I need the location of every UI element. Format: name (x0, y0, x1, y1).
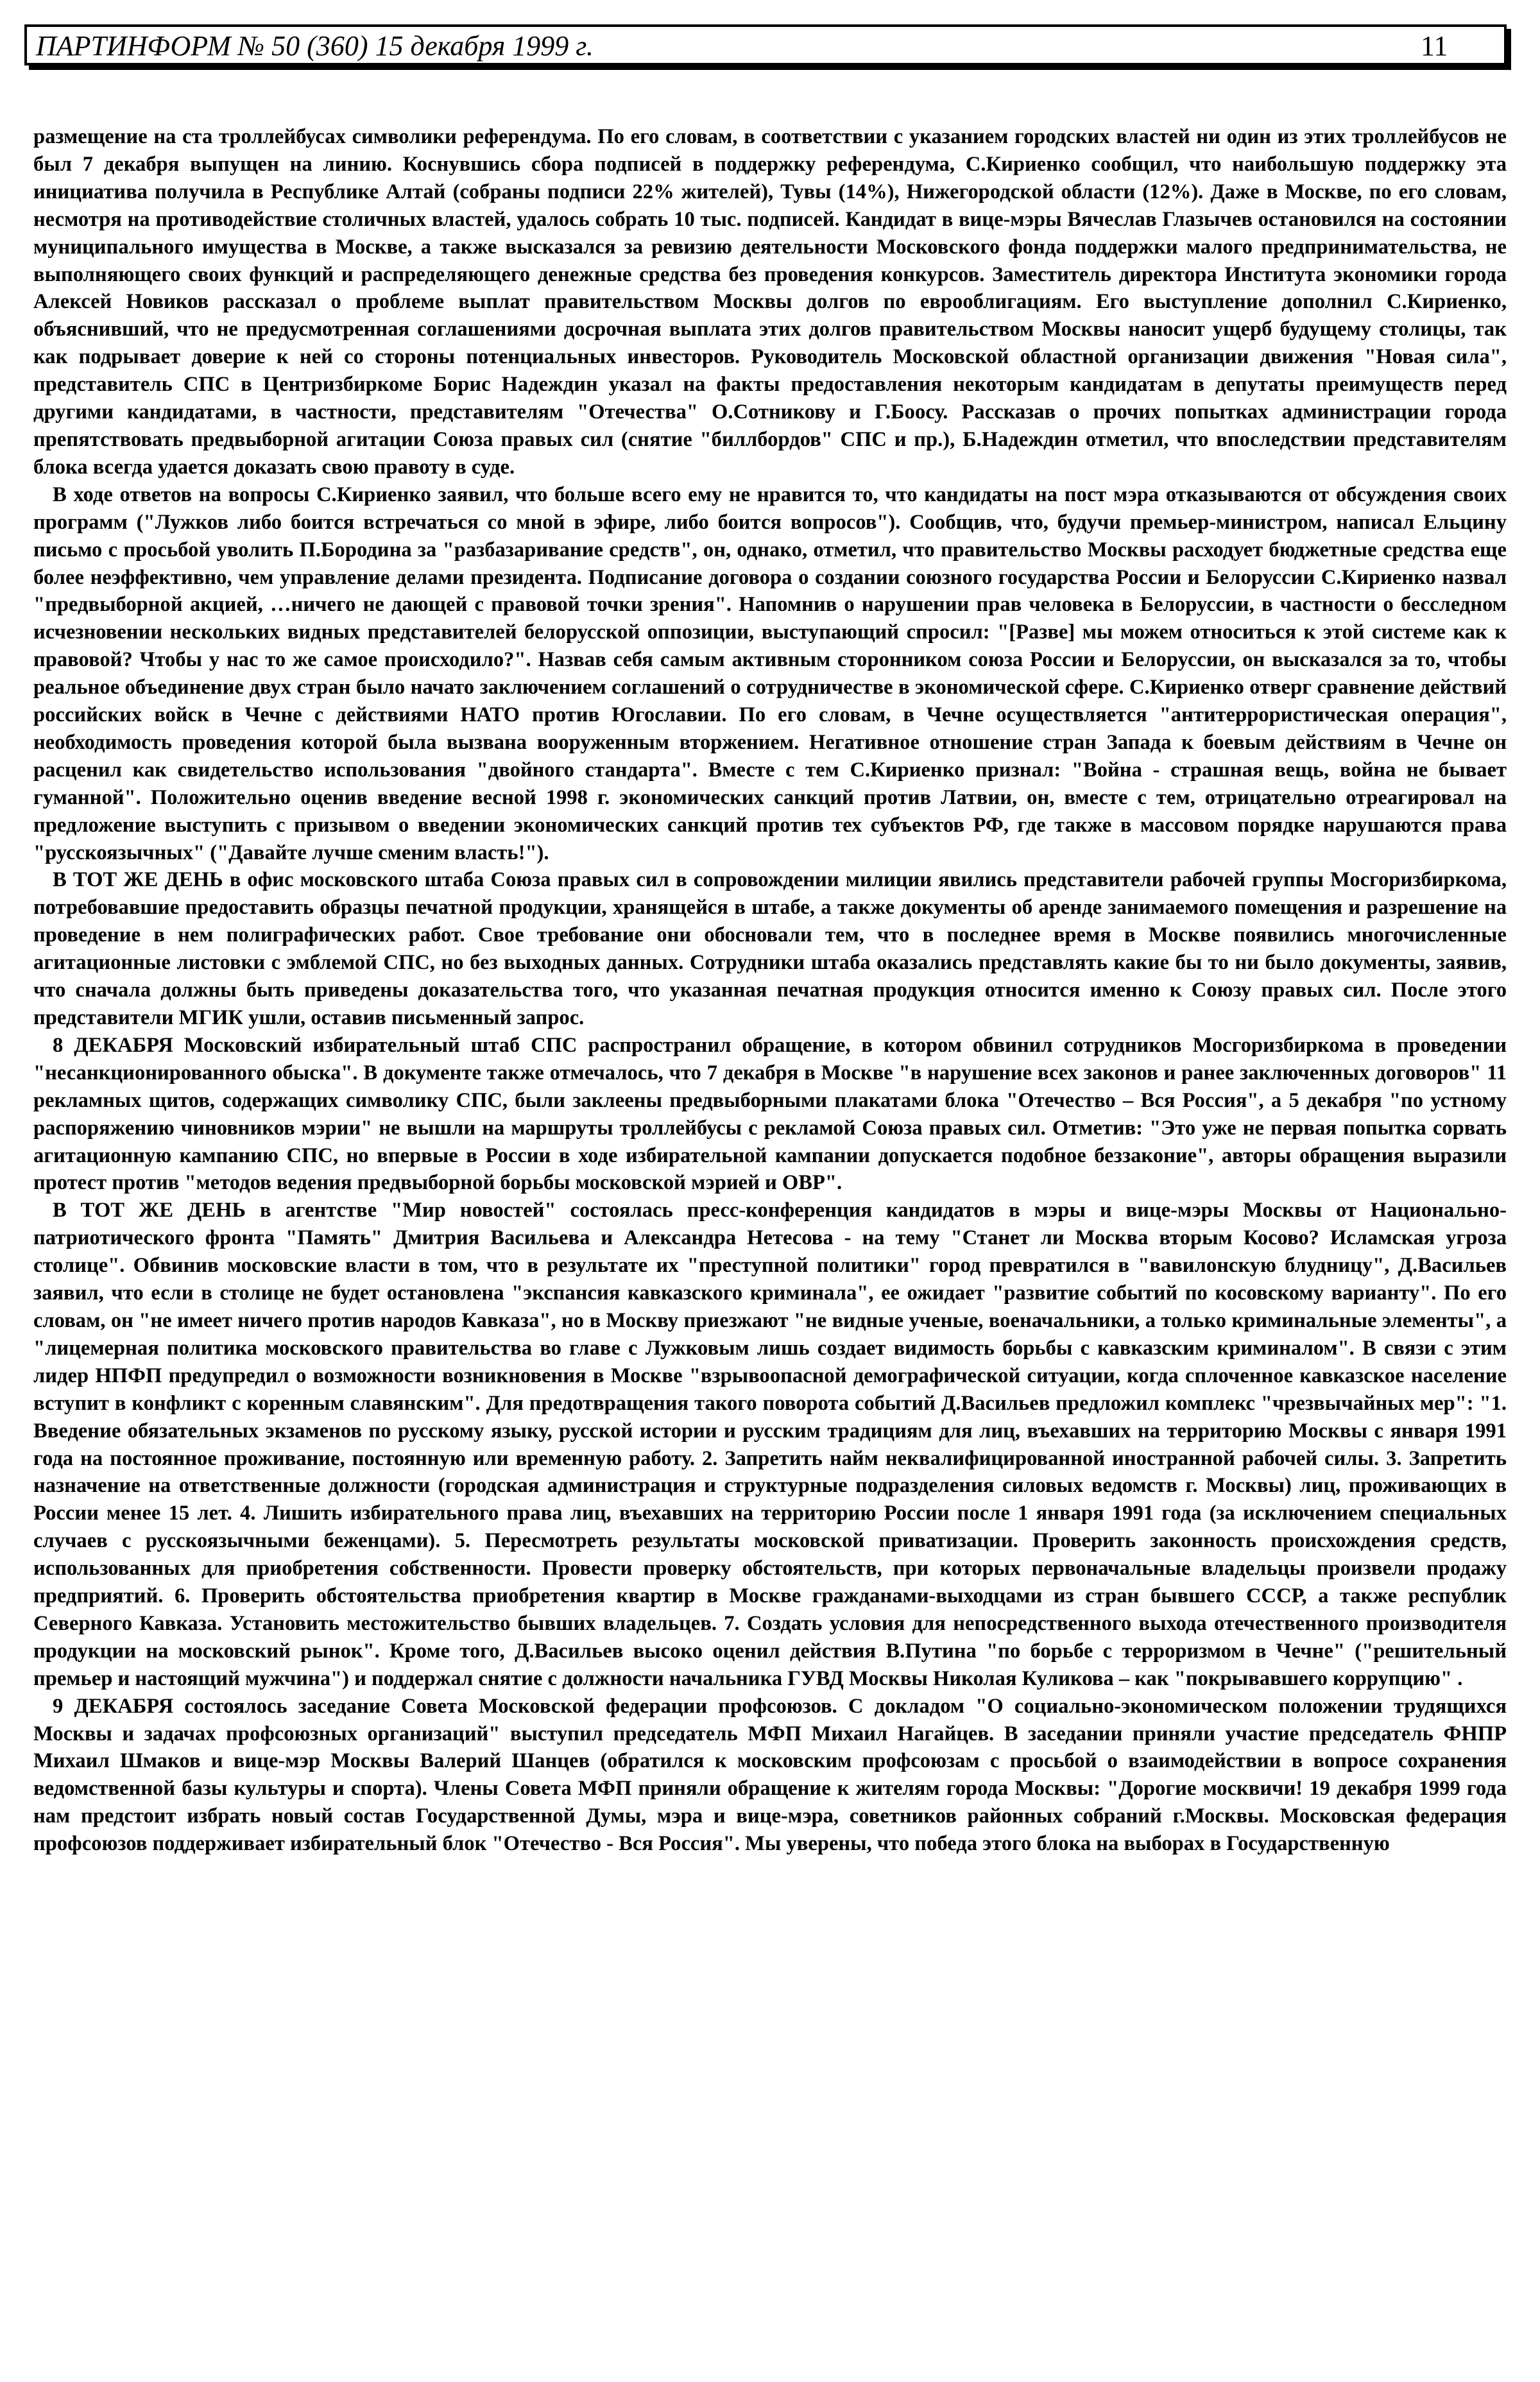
paragraph: В ТОТ ЖЕ ДЕНЬ в агентстве "Мир новостей" состоялась пресс-конференция кандидатов в мэры и вице-мэры Москвы от Национально-патриотического фронта "Память" Дмитрия Васильева и Александра Нетесова - на тему "Станет ли Москва вторым Косово? Исламская угроза столице". Обвинив московские власти в том, что в результате их "преступной политики" город превратился в "вавилонскую блудницу", Д.Васильев заявил, что если в столице не будет остановлена "экспансия кавказского криминала", ее ожидает "развитие событий по косовскому варианту". По его словам, он "не имеет ничего против народов Кавказа", но в Москву приезжают "не видные ученые, военачальники, а только криминальные элементы", а "лицемерная политика московского правительства во главе с Лужковым лишь создает видимость борьбы с кавказским криминалом". В связи с этим лидер НПФП предупредил о возможности возникновения в Москве "взрывоопасной демографической ситуации, когда сплоченное кавказское население вступит в конфликт с коренным славянским". Для предотвращения такого поворота событий Д.Васильев предложил комплекс "чрезвычайных мер": "1. Введение обязательных экзаменов по русскому языку, русской истории и русским традициям для лиц, въехавших на территорию Москвы с января 1991 года на постоянное проживание, постоянную или временную работу. 2. Запретить найм неквалифицированной иностранной рабочей силы. 3. Запретить назначение на ответственные должности (городская администрация и структурные подразделения силовых ведомств г. Москвы) лиц, проживающих в России менее 15 лет. 4. Лишить избирательного права лиц, въехавших на территорию России после 1 января 1991 года (за исключением специальных случаев с русскоязычными беженцами). 5. Пересмотреть результаты московской приватизации. Проверить законность происхождения средств, использованных для приобретения собственности. Провести проверку обстоятельств, при которых первоначальные владельцы произвели продажу предприятий. 6. Проверить обстоятельства приобретения квартир в Москве гражданами-выходцами из стран бывшего СССР, а также республик Северного Кавказа. Установить местожительство бывших владельцев. 7. Создать условия для непосредственного выхода отечественного производителя продукции на московский рынок". Кроме того, Д.Васильев высоко оценил действия В.Путина "по борьбе с терроризмом в Чечне" ("решительный премьер и настоящий мужчина") и поддержал снятие с должности начальника ГУВД Москвы Николая Куликова – как "покрывавшего коррупцию" . (33, 1199, 1507, 1690)
paragraph: размещение на ста троллейбусах символики референдума. По его словам, в соответствии с указанием городских властей ни один из этих троллейбусов не был 7 декабря выпущен на линию. Коснувшись сбора подписей в поддержку референдума, С.Кириенко сообщил, что наибольшую поддержку эта инициатива получила в Республике Алтай (собраны подписи 22% жителей), Тувы (14%), Нижегородской области (12%). Даже в Москве, по его словам, несмотря на противодействие столичных властей, удалось собрать 10 тыс. подписей. Кандидат в вице-мэры Вячеслав Глазычев остановился на состоянии муниципального имущества в Москве, а также высказался за ревизию деятельности Московского фонда поддержки малого предпринимательства, не выполняющего своих функций и распределяющего денежные средства без проведения конкурсов. Заместитель директора Института экономики города Алексей Новиков рассказал о проблеме выплат правительством Москвы долгов по еврооблигациям. Его выступление дополнил С.Кириенко, объяснивший, что не предусмотренная соглашениями досрочная выплата этих долгов правительством Москвы наносит ущерб будущему столицы, так как подрывает доверие к ней со стороны потенциальных инвесторов. Руководитель Московской областной организации движения "Новая сила", представитель СПС в Центризбиркоме Борис Надеждин указал на факты предоставления некоторым кандидатам в депутаты преимуществ перед другими кандидатами, в частности, представителям "Отечества" О.Сотникову и Г.Боосу. Рассказав о прочих попытках администрации города препятствовать предвыборной агитации Союза правых сил (снятие "биллбордов" СПС и пр.), Б.Надеждин отметил, что впоследствии представителям блока всегда удается доказать свою правоту в суде. (33, 125, 1507, 479)
paragraph: В ходе ответов на вопросы С.Кириенко заявил, что больше всего ему не нравится то, что кандидаты на пост мэра отказываются от обсуждения своих программ ("Лужков либо боится встречаться со мной в эфире, либо боится вопросов"). Сообщив, что, будучи премьер-министром, написал Ельцину письмо с просьбой уволить П.Бородина за "разбазаривание средств", он, однако, отметил, что правительство Москвы расходует бюджетные средства еще более неэффективно, чем управление делами президента. Подписание договора о создании союзного государства России и Белоруссии С.Кириенко назвал "предвыборной акцией, …ничего не дающей с правовой точки зрения". Напомнив о нарушении прав человека в Белоруссии, в частности о бесследном исчезновении нескольких видных представителей белорусской оппозиции, выступающий спросил: "[Разве] мы можем относиться к этой системе как к правовой? Чтобы у нас то же самое происходило?". Назвав себя самым активным сторонником союза России и Белоруссии, он высказался за то, чтобы реальное объединение двух стран было начато заключением соглашений о сотрудничестве в экономической сфере. С.Кириенко отверг сравнение действий российских войск в Чечне с действиями НАТО против Югославии. По его словам, в Чечне осуществляется "антитеррористическая операция", необходимость проведения которой была вызвана вооруженным вторжением. Негативное отношение стран Запада к боевым действиям в Чечне он расценил как свидетельство использования "двойного стандарта". Вместе с тем С.Кириенко признал: "Война - страшная вещь, война не бывает гуманной". Положительно оценив введение весной 1998 г. экономических санкций против Латвии, он, вместе с тем, отрицательно отреагировал на предложение выступить с призывом о введении экономических санкций против тех субъектов РФ, где также в массовом порядке нарушаются права "русскоязычных" ("Давайте лучше сменим власть!"). (33, 483, 1507, 864)
paragraph: 8 ДЕКАБРЯ Московский избирательный штаб СПС распространил обращение, в котором обвинил сотрудников Мосгоризбиркома в проведении "несанкционированного обыска". В документе также отмечалось, что 7 декабря в Москве "в нарушение всех законов и ранее заключенных договоров" 11 рекламных щитов, содержащих символику СПС, были заклеены предвыборными плакатами блока "Отечество – Вся Россия", а 5 декабря "по устному распоряжению чиновников мэрии" не вышли на маршруты троллейбусы с рекламой Союза правых сил. Отметив: "Это уже не первая попытка сорвать агитационную кампанию СПС, но впервые в России в ходе избирательной кампании допускается подобное беззаконие", авторы обращения выразили протест против "методов ведения предвыборной борьбы московской мэрией и ОВР". (33, 1033, 1507, 1195)
paragraph: 9 ДЕКАБРЯ состоялось заседание Совета Московской федерации профсоюзов. С докладом "О социально-экономическом положении трудящихся Москвы и задачах профсоюзных организаций" выступил председатель МФП Михаил Нагайцев. В заседании приняли участие председатель ФНПР Михаил Шмаков и вице-мэр Москвы Валерий Шанцев (обратился к московским профсоюзам с просьбой о взаимодействии в вопросе сохранения ведомственной базы культуры и спорта). Члены Совета МФП приняли обращение к жителям города Москвы: "Дорогие москвичи! 19 декабря 1999 года нам предстоит избрать новый состав Государственной Думы, мэра и вице-мэра, советников районных собраний г.Москвы. Московская федерация профсоюзов поддерживает избирательный блок "Отечество - Вся Россия". Мы уверены, что победа этого блока на выборах в Государственную (33, 1694, 1507, 1856)
paragraph: В ТОТ ЖЕ ДЕНЬ в офис московского штаба Союза правых сил в сопровождении милиции явились представители рабочей группы Мосгоризбиркома, потребовавшие предоставить образцы печатной продукции, хранящейся в штабе, а также документы об аренде занимаемого помещения и разрешение на проведение в нем полиграфических работ. Свое требование они обосновали тем, что в последнее время в Москве появились многочисленные агитационные листовки с эмблемой СПС, но без выходных данных. Сотрудники штаба оказались представлять какие бы то ни было документы, заявив, что сначала должны быть приведены доказательства того, что указанная печатная продукция относится именно к Союзу правых сил. После этого представители МГИК ушли, оставив письменный запрос. (33, 868, 1507, 1029)
page-number: 11 (1421, 30, 1448, 62)
article-body (33, 123, 1507, 1858)
header-title: ПАРТИНФОРМ № 50 (360) 15 декабря 1999 г. (36, 30, 594, 62)
page-header (24, 24, 1507, 65)
